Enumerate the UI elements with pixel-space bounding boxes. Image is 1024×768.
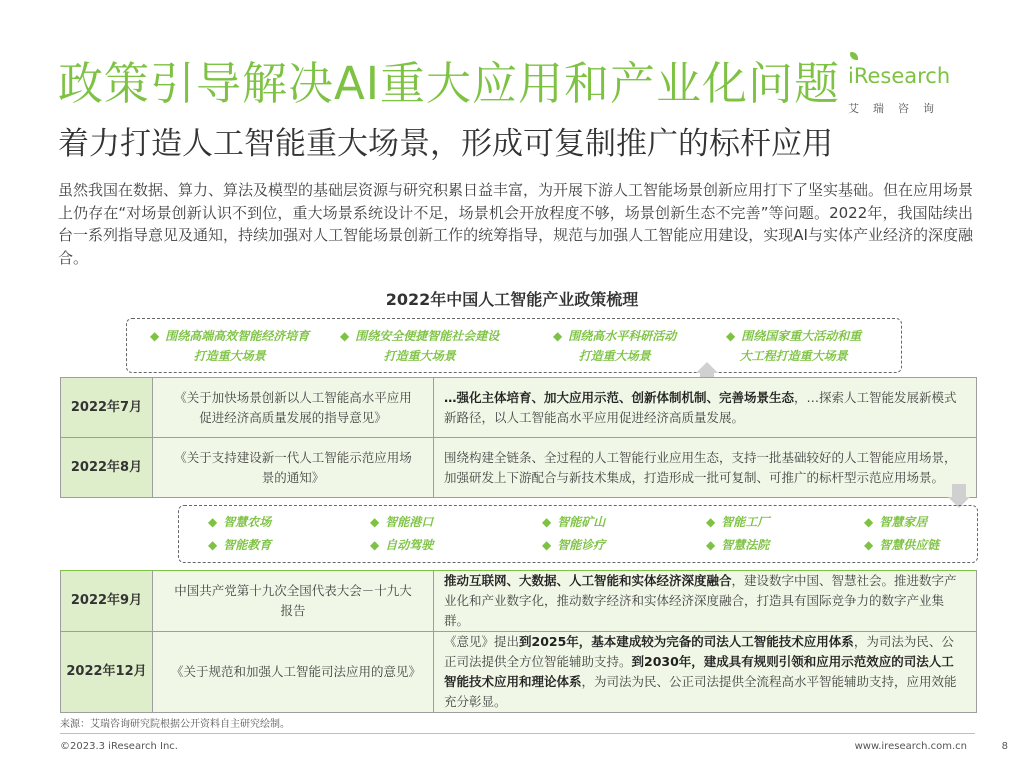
policy-description: 《意见》提出到2025年，基本建成较为完备的司法人工智能技术应用体系，为司法为民、公正司法提供全方位智能辅助支持。到2030年，建成具有规则引领和应用示范效应的司法人工智能技术应用和理论体系，为司法为民、公正司法提供全流程高水平智能辅助支持，应用效能充分彰显。 <box>434 632 977 713</box>
table-row <box>61 571 977 632</box>
scene-tag: ◆ 智能教育 <box>208 538 272 552</box>
diamond-bullet-icon: ◆ <box>542 538 552 552</box>
scene-tag: ◆ 智能工厂 <box>706 515 770 529</box>
table-row <box>61 632 977 713</box>
diamond-bullet-icon: ◆ <box>208 515 218 529</box>
scene-tag: ◆ 智慧法院 <box>706 538 770 552</box>
diamond-bullet-icon: ◆ <box>370 515 380 529</box>
iresearch-logo <box>848 52 978 122</box>
diamond-bullet-icon: ◆ <box>864 538 874 552</box>
direction-tag: ◆ 围绕高水平科研活动 打造重大场景 <box>553 329 677 363</box>
diamond-bullet-icon: ◆ <box>864 515 874 529</box>
scene-tag: ◆ 智慧农场 <box>208 515 272 529</box>
scene-tag: ◆ 自动驾驶 <box>370 538 434 552</box>
up-arrow-head-icon <box>696 362 718 373</box>
table-row <box>61 378 977 438</box>
policy-table-1 <box>60 377 977 498</box>
policy-date: 2022年7月 <box>61 378 153 438</box>
diamond-bullet-icon: ◆ <box>370 538 380 552</box>
direction-tag: ◆ 围绕高端高效智能经济培育 打造重大场景 <box>150 329 310 363</box>
diamond-bullet-icon: ◆ <box>542 515 552 529</box>
scene-tag: ◆ 智能矿山 <box>542 515 606 529</box>
policy-date: 2022年12月 <box>61 632 153 713</box>
page-number: 8 <box>1001 741 1008 752</box>
policy-description: …强化主体培育、加大应用示范、创新体制机制、完善场景生态，…探索人工智能发展新模式新路径，以人工智能高水平应用促进经济高质量发展。 <box>434 378 977 438</box>
policy-document: 《关于规范和加强人工智能司法应用的意见》 <box>153 632 434 713</box>
policy-document: 中国共产党第十九次全国代表大会－十九大报告 <box>153 571 434 632</box>
diamond-bullet-icon: ◆ <box>150 329 160 343</box>
policy-date: 2022年8月 <box>61 438 153 498</box>
scene-tag: ◆ 智慧供应链 <box>864 538 940 552</box>
policy-description: 围绕构建全链条、全过程的人工智能行业应用生态，支持一批基础较好的人工智能应用场景，加强研发上下游配合与新技术集成，打造形成一批可复制、可推广的标杆型示范应用场景。 <box>434 438 977 498</box>
down-arrow-icon <box>952 484 966 498</box>
website-url: www.iresearch.com.cn <box>854 741 967 752</box>
policy-date: 2022年9月 <box>61 571 153 632</box>
section-title: 2022年中国人工智能产业政策梳理 <box>385 290 639 309</box>
scene-tag: ◆ 智能港口 <box>370 515 434 529</box>
diamond-bullet-icon: ◆ <box>208 538 218 552</box>
diamond-bullet-icon: ◆ <box>706 515 716 529</box>
diamond-bullet-icon: ◆ <box>706 538 716 552</box>
intro-paragraph: 虽然我国在数据、算力、算法及模型的基础层资源与研究积累日益丰富，为开展下游人工智能场景创新应用打下了坚实基础。但在应用场景上仍存在“对场景创新认识不到位，重大场景系统设计不足，场景机会开放程度不够，场景创新生态不完善”等问题。2022年，我国陆续出台一系列指导意见及通知，持续加强对人工智能场景创新工作的统筹指导，规范与加强人工智能应用建设，实现AI与实体产业经济的深度融合。 <box>58 181 974 267</box>
scene-tag: ◆ 智慧家居 <box>864 515 928 529</box>
footer-divider <box>60 733 975 734</box>
scene-tag: ◆ 智能诊疗 <box>542 538 606 552</box>
logo-brand-text: iResearch <box>848 64 951 88</box>
logo-mark-icon <box>850 52 858 60</box>
policy-description: 推动互联网、大数据、人工智能和实体经济深度融合，建设数字中国、智慧社会。推进数字产业化和产业数字化，推动数字经济和实体经济深度融合，打造具有国际竞争力的数字产业集群。 <box>434 571 977 632</box>
diamond-bullet-icon: ◆ <box>726 329 736 343</box>
logo-brand-cn: 艾瑞咨询 <box>848 102 948 115</box>
policy-document: 《关于加快场景创新以人工智能高水平应用促进经济高质量发展的指导意见》 <box>153 378 434 438</box>
direction-tag: ◆ 围绕国家重大活动和重 大工程打造重大场景 <box>726 329 862 363</box>
policy-table-2 <box>60 570 977 713</box>
source-note: 来源：艾瑞咨询研究院根据公开资料自主研究绘制。 <box>60 719 290 730</box>
page-subtitle: 着力打造人工智能重大场景，形成可复制推广的标杆应用 <box>58 126 833 162</box>
diamond-bullet-icon: ◆ <box>340 329 350 343</box>
page-title: 政策引导解决AI重大应用和产业化问题 <box>58 57 841 110</box>
policy-document: 《关于支持建设新一代人工智能示范应用场景的通知》 <box>153 438 434 498</box>
diamond-bullet-icon: ◆ <box>553 329 563 343</box>
table-row <box>61 438 977 498</box>
direction-tag: ◆ 围绕安全便捷智能社会建设 打造重大场景 <box>340 329 500 363</box>
copyright: ©2023.3 iResearch Inc. <box>60 741 178 752</box>
